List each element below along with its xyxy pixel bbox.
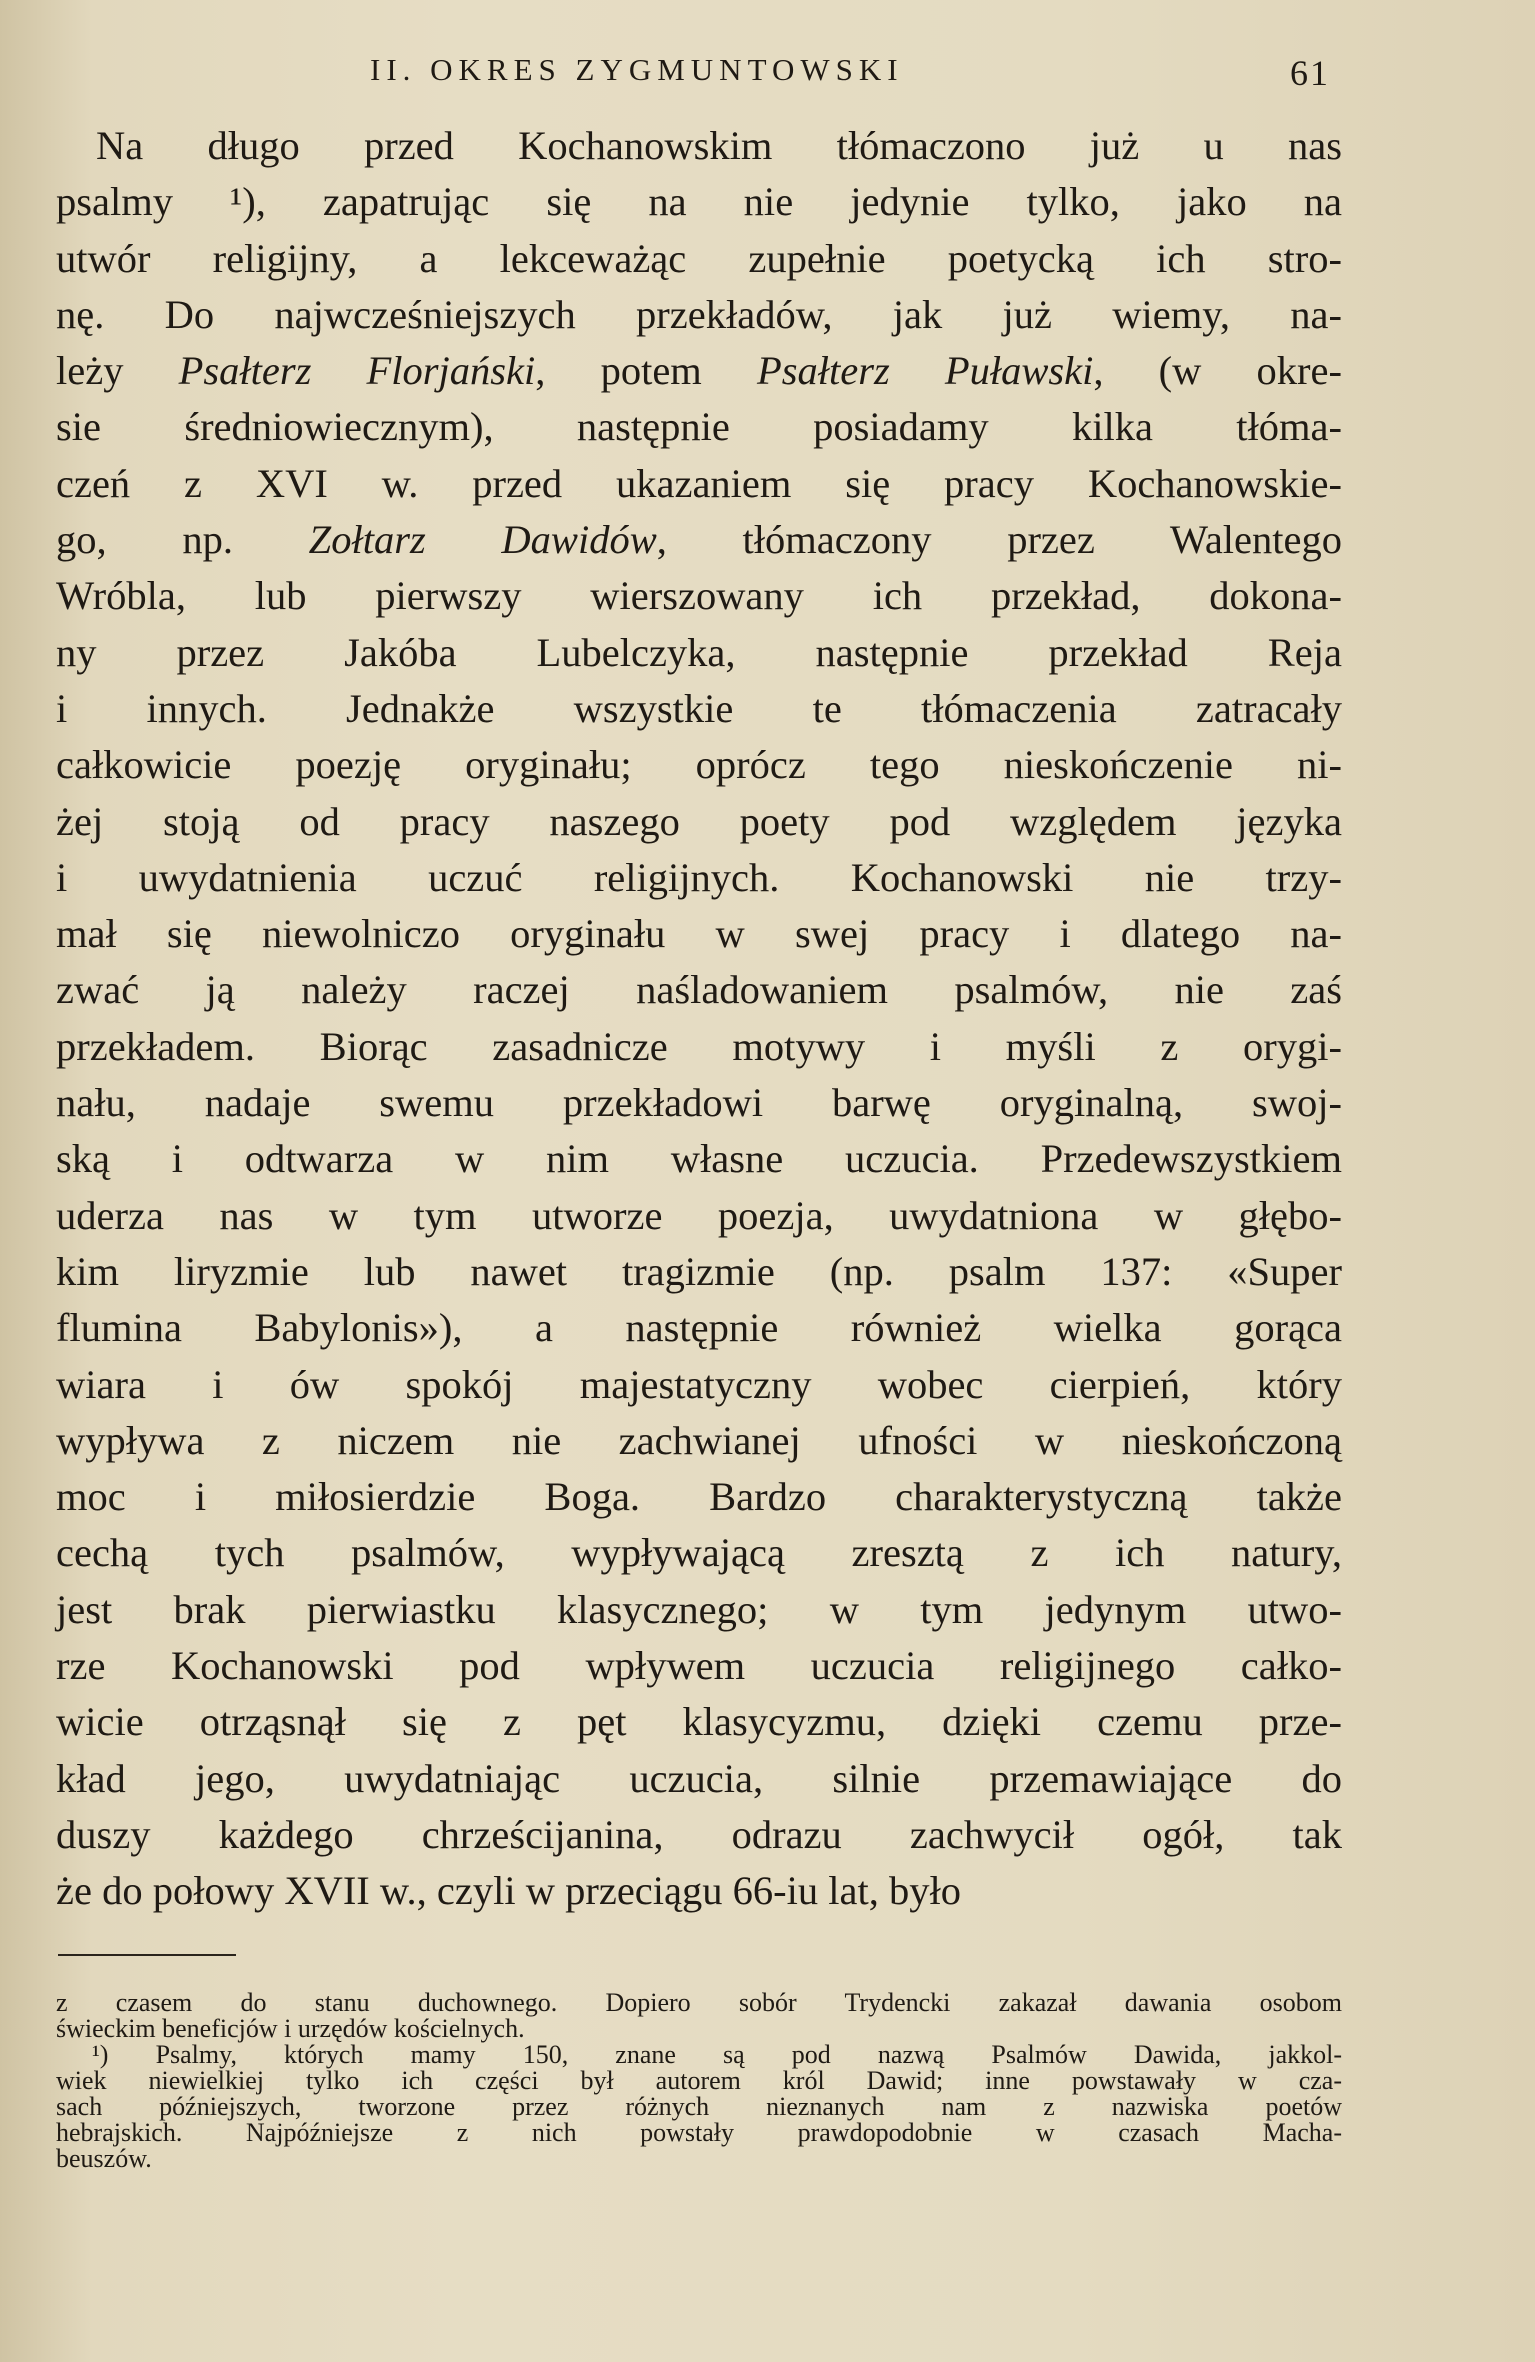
text-line: wypływa z niczem nie zachwianej ufności w nieskończoną	[56, 1417, 1342, 1463]
text-line: kim liryzmie lub nawet tragizmie (np. psalm 137: «Super	[56, 1248, 1342, 1294]
text-line: jest brak pierwiastku klasycznego; w tym jedynym utwo-	[56, 1586, 1342, 1632]
text-line: że do połowy XVII w., czyli w przeciągu 66-iu lat, było	[56, 1868, 961, 1914]
text-line: utwór religijny, a lekceważąc zupełnie poetycką ich stro-	[56, 235, 1342, 281]
text-line: kład jego, uwydatniając uczucia, silnie przemawiające do	[56, 1755, 1342, 1801]
text-line: Wróbla, lub pierwszy wierszowany ich przekład, dokona-	[56, 573, 1342, 619]
footnote-line: ¹) Psalmy, których mamy 150, znane są pod nazwą Psalmów Dawida, jakkol-	[92, 2040, 1342, 2069]
footnote-line: z czasem do stanu duchownego. Dopiero sobór Trydencki zakazał dawania osobom	[56, 1988, 1342, 2017]
text-line: duszy każdego chrześcijanina, odrazu zachwycił ogół, tak	[56, 1811, 1342, 1857]
text-line: przekładem. Biorąc zasadnicze motywy i myśli z orygi-	[56, 1023, 1342, 1069]
footnote-line: wiek niewielkiej tylko ich części był autorem król Dawid; inne powstawały w cza-	[56, 2066, 1342, 2095]
text-line: wicie otrząsnął się z pęt klasycyzmu, dzięki czemu prze-	[56, 1699, 1342, 1745]
text-line: wiara i ów spokój majestatyczny wobec cierpień, który	[56, 1361, 1342, 1407]
text-line: nału, nadaje swemu przekładowi barwę oryginalną, swoj-	[56, 1080, 1342, 1126]
text-line: nę. Do najwcześniejszych przekładów, jak już wiemy, na-	[56, 291, 1342, 337]
text-line: żej stoją od pracy naszego poety pod względem języka	[56, 798, 1342, 844]
text-line: psalmy ¹), zapatrując się na nie jedynie tylko, jako na	[56, 179, 1342, 225]
footnote-line: świeckim beneficjów i urzędów kościelnych.	[56, 2014, 525, 2043]
text-line: czeń z XVI w. przed ukazaniem się pracy Kochanowskie-	[56, 460, 1342, 506]
text-line: i innych. Jednakże wszystkie te tłómaczenia zatracały	[56, 685, 1342, 731]
text-line: sie średniowiecznym), następnie posiadamy kilka tłóma-	[56, 404, 1342, 450]
running-head: II. OKRES ZYGMUNTOWSKI	[370, 52, 904, 87]
footnotes	[56, 1990, 1342, 2172]
footnote-line: hebrajskich. Najpóźniejsze z nich powstały prawdopodobnie w czasach Macha-	[56, 2118, 1342, 2147]
main-text	[56, 118, 1342, 1920]
text-line: moc i miłosierdzie Boga. Bardzo charakterystyczną także	[56, 1474, 1342, 1520]
footnote-line: sach późniejszych, tworzone przez różnych nieznanych nam z nazwiska poetów	[56, 2092, 1342, 2121]
text-line: uderza nas w tym utworze poezja, uwydatniona w głębo-	[56, 1192, 1342, 1238]
text-line: leży Psałterz Florjański, potem Psałterz Puławski, (w okre-	[56, 348, 1343, 394]
text-line: zwać ją należy raczej naśladowaniem psalmów, nie zaś	[56, 967, 1342, 1013]
footnote-line: beuszów.	[56, 2144, 152, 2173]
text-line: go, np. Zołtarz Dawidów, tłómaczony przez Walentego	[56, 517, 1343, 563]
text-line: mał się niewolniczo oryginału w swej pracy i dlatego na-	[56, 911, 1342, 957]
text-line: Na długo przed Kochanowskim tłómaczono już u nas	[96, 123, 1342, 168]
text-line: cechą tych psalmów, wypływającą zresztą z ich natury,	[56, 1530, 1342, 1576]
page-number: 61	[1290, 53, 1330, 93]
text-line: flumina Babylonis»), a następnie również wielka gorąca	[56, 1305, 1342, 1351]
text-line: ny przez Jakóba Lubelczyka, następnie przekład Reja	[56, 629, 1342, 675]
text-line: ską i odtwarza w nim własne uczucia. Przedewszystkiem	[56, 1136, 1342, 1182]
page-header	[370, 52, 1330, 102]
text-line: i uwydatnienia uczuć religijnych. Kochanowski nie trzy-	[56, 854, 1342, 900]
text-line: całkowicie poezję oryginału; oprócz tego nieskończenie ni-	[56, 742, 1342, 788]
text-line: rze Kochanowski pod wpływem uczucia religijnego całko-	[56, 1643, 1342, 1689]
footnote-divider	[58, 1954, 236, 1956]
